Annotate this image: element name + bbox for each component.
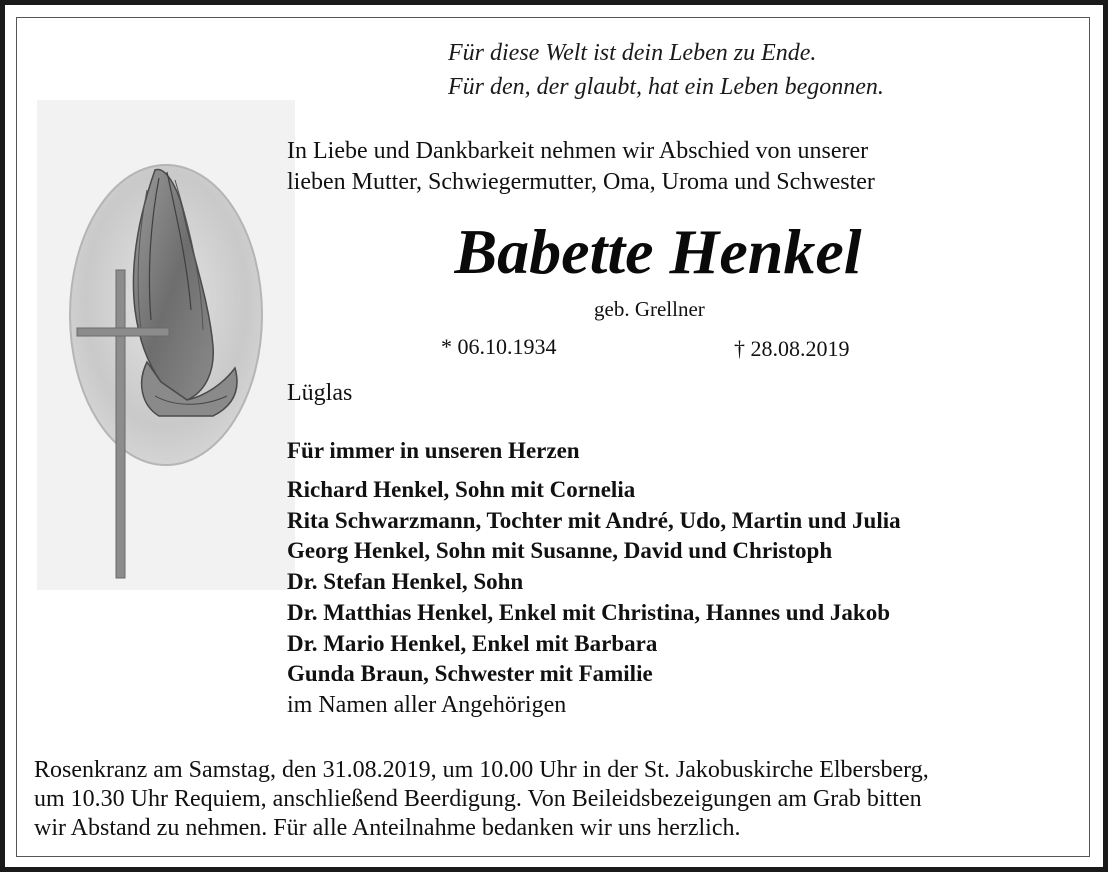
motto-line-2: Für den, der glaubt, hat ein Leben begonnen. (448, 74, 884, 100)
intro-line-2: lieben Mutter, Schwiegermutter, Oma, Uroma und Schwester (287, 169, 875, 195)
intro-text (287, 136, 875, 198)
forever-heading: Für immer in unseren Herzen (287, 438, 580, 463)
behalf-line: im Namen aller Angehörigen (287, 692, 567, 718)
motto-verse (448, 36, 884, 104)
mourner-item: Georg Henkel, Sohn mit Susanne, David und Christoph (287, 538, 833, 564)
residence-place: Lüglas (287, 380, 353, 406)
birth-name: geb. Grellner (594, 297, 705, 321)
motto-line-1: Für diese Welt ist dein Leben zu Ende. (448, 40, 817, 66)
closing-line-1: Rosenkranz am Samstag, den 31.08.2019, um 10.00 Uhr in der St. Jakobuskirche Elbersberg, (34, 757, 929, 783)
intro-line-1: In Liebe und Dankbarkeit nehmen wir Abschied von unserer (287, 138, 869, 164)
closing-line-3: wir Abstand zu nehmen. Für alle Anteilnahme bedanken wir uns herzlich. (34, 815, 741, 841)
deceased-name: Babette Henkel (454, 216, 862, 287)
mourner-item: Gunda Braun, Schwester mit Familie (287, 661, 653, 687)
mourners-list (287, 475, 901, 690)
mourner-item: Richard Henkel, Sohn mit Cornelia (287, 477, 636, 502)
death-date: † 28.08.2019 (734, 336, 850, 361)
praying-hands-illustration (37, 100, 295, 590)
birth-date: * 06.10.1934 (441, 334, 557, 359)
mourner-item: Dr. Matthias Henkel, Enkel mit Christina, Hannes und Jakob (287, 599, 891, 625)
closing-line-2: um 10.30 Uhr Requiem, anschließend Beerdigung. Von Beileidsbezeigungen am Grab bitten (34, 786, 922, 812)
praying-hands-cross-icon (37, 100, 295, 590)
service-details (34, 756, 929, 843)
mourner-item: Rita Schwarzmann, Tochter mit André, Udo, Martin und Julia (287, 507, 901, 533)
mourner-item: Dr. Stefan Henkel, Sohn (287, 569, 524, 595)
mourner-item: Dr. Mario Henkel, Enkel mit Barbara (287, 630, 658, 656)
